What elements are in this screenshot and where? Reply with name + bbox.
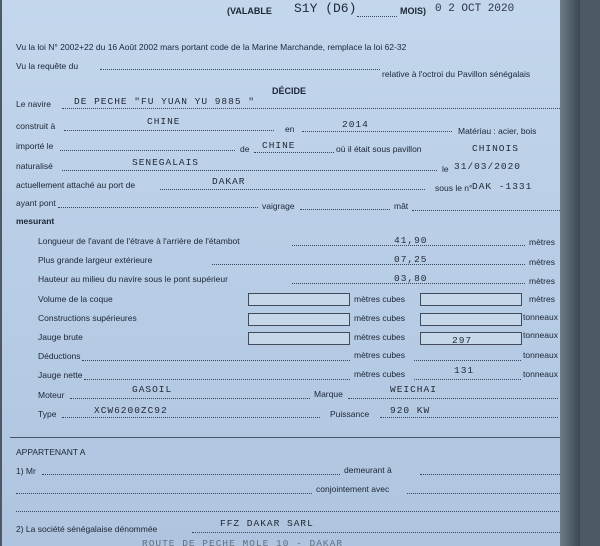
longueur-value: 41,90 bbox=[394, 235, 428, 246]
paper-edge-shadow bbox=[560, 0, 580, 546]
volume-box-1 bbox=[248, 293, 350, 306]
mesurant-label: mesurant bbox=[16, 216, 55, 226]
hauteur-unit: mètres bbox=[529, 276, 555, 286]
naturalise-value: SENEGALAIS bbox=[132, 157, 200, 168]
puissance-label: Puissance bbox=[330, 409, 370, 419]
societe-address-partial: ROUTE DE PECHE MOLE 10 - DAKAR bbox=[142, 538, 344, 546]
valable-label: (VALABLE bbox=[227, 6, 272, 16]
date-stamp: 0 2 OCT 2020 bbox=[435, 3, 515, 15]
constructions-unit-2: tonneaux bbox=[523, 312, 558, 322]
vaigrage-label: vaigrage bbox=[262, 201, 295, 211]
decide-heading: DÉCIDE bbox=[272, 86, 307, 96]
jauge-nette-unit-1: mètres cubes bbox=[354, 369, 406, 379]
en-label: en bbox=[285, 124, 295, 134]
demeurant-label: demeurant à bbox=[344, 465, 392, 475]
constructions-unit-1: mètres cubes bbox=[354, 313, 406, 323]
divider bbox=[10, 437, 576, 438]
navire-label: Le navire bbox=[16, 99, 51, 109]
jauge-brute-unit-2: tonneaux bbox=[523, 330, 558, 340]
law-reference: Vu la loi N° 2002+22 du 16 Août 2002 mars portant code de la Marine Marchande, remplace la loi 62-32 bbox=[16, 42, 407, 52]
construit-label: construit à bbox=[16, 121, 56, 131]
owner-1-label: 1) Mr bbox=[16, 466, 36, 476]
pavillon-value: CHINOIS bbox=[472, 143, 519, 154]
volume-unit-2: mètres bbox=[529, 294, 555, 304]
le-label: le bbox=[442, 164, 449, 174]
hauteur-label: Hauteur au milieu du navire sous le pont supérieur bbox=[38, 274, 228, 284]
ayant-pont-label: ayant pont bbox=[16, 198, 56, 208]
volume-unit-1: mètres cubes bbox=[354, 294, 406, 304]
appartenant-heading: APPARTENANT A bbox=[16, 447, 86, 457]
marque-value: WEICHAI bbox=[390, 384, 437, 395]
mat-label: mât bbox=[394, 201, 409, 211]
port-value: DAKAR bbox=[212, 176, 246, 187]
de-label: de bbox=[240, 144, 250, 154]
request-suffix: relative à l'octroi du Pavillon sénégalais bbox=[382, 69, 531, 79]
moteur-value: GASOIL bbox=[132, 384, 173, 395]
valable-value: S1Y (D6) bbox=[294, 1, 357, 16]
volume-box-2 bbox=[420, 293, 522, 306]
request-label: Vu la requête du bbox=[16, 61, 79, 71]
constructions-box-2 bbox=[420, 313, 522, 326]
naturalise-date: 31/03/2020 bbox=[454, 161, 522, 172]
jauge-brute-unit-1: mètres cubes bbox=[354, 332, 406, 342]
jauge-brute-label: Jauge brute bbox=[38, 332, 83, 342]
jauge-nette-unit-2: tonneaux bbox=[523, 369, 558, 379]
deductions-label: Déductions bbox=[38, 351, 81, 361]
importe-label: importé le bbox=[16, 141, 54, 151]
pavillon-label: où il était sous pavillon bbox=[336, 144, 422, 154]
sous-numero-label: sous le n° bbox=[435, 183, 473, 193]
origin-country: CHINE bbox=[262, 140, 296, 151]
year-value: 2014 bbox=[342, 119, 369, 130]
certificate-sheet bbox=[2, 0, 580, 546]
deductions-unit-1: mètres cubes bbox=[354, 350, 406, 360]
registration-number: DAK -1331 bbox=[472, 181, 533, 192]
type-label: Type bbox=[38, 409, 57, 419]
largeur-unit: mètres bbox=[529, 257, 555, 267]
longueur-unit: mètres bbox=[529, 237, 555, 247]
conjointement-label: conjointement avec bbox=[316, 484, 390, 494]
type-value: XCW6200ZC92 bbox=[94, 405, 168, 416]
port-label: actuellement attaché au port de bbox=[16, 180, 136, 190]
jauge-nette-value: 131 bbox=[454, 365, 475, 376]
marque-label: Marque bbox=[314, 389, 343, 399]
naturalise-label: naturalisé bbox=[16, 161, 53, 171]
navire-value: DE PECHE "FU YUAN YU 9885 " bbox=[74, 96, 255, 107]
societe-value: FFZ DAKAR SARL bbox=[220, 518, 314, 529]
constructions-label: Constructions supérieures bbox=[38, 313, 137, 323]
moteur-label: Moteur bbox=[38, 390, 65, 400]
materiau-label: Matériau : acier, bois bbox=[458, 126, 537, 136]
owner-2-label: 2) La société sénégalaise dénommée bbox=[16, 524, 158, 534]
jauge-brute-value: 297 bbox=[452, 335, 473, 346]
largeur-label: Plus grande largeur extérieure bbox=[38, 255, 153, 265]
constructions-box-1 bbox=[248, 313, 350, 326]
mois-label: MOIS) bbox=[400, 6, 426, 16]
hauteur-value: 03,80 bbox=[394, 273, 428, 284]
construit-value: CHINE bbox=[147, 116, 181, 127]
volume-coque-label: Volume de la coque bbox=[38, 294, 113, 304]
jauge-nette-label: Jauge nette bbox=[38, 370, 83, 380]
jauge-brute-box-1 bbox=[248, 332, 350, 345]
largeur-value: 07,25 bbox=[394, 254, 428, 265]
puissance-value: 920 KW bbox=[390, 405, 431, 416]
longueur-label: Longueur de l'avant de l'étrave à l'arrière de l'étambot bbox=[38, 236, 240, 246]
deductions-unit-2: tonneaux bbox=[523, 350, 558, 360]
